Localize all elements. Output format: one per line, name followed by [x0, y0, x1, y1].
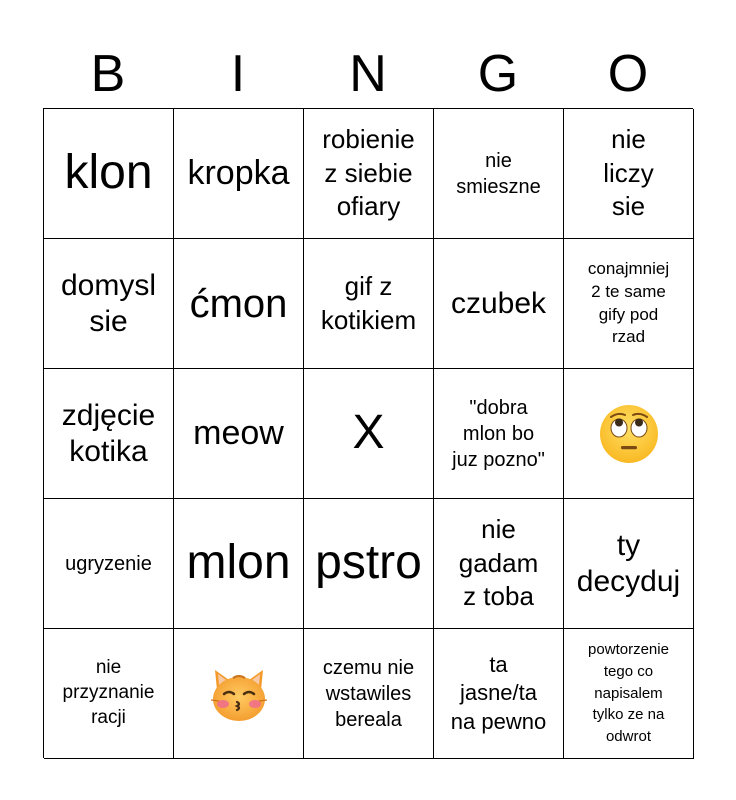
cell-text: ta jasne/ta na pewno — [450, 651, 547, 734]
bingo-cell-r2-c4[interactable] — [564, 369, 694, 499]
bingo-cell-r0-c1[interactable] — [174, 109, 304, 239]
bingo-cell-r1-c1[interactable] — [174, 239, 304, 369]
cell-text: nie gadam z toba — [458, 513, 539, 612]
bingo-cell-r0-c3[interactable] — [434, 109, 564, 239]
cell-text: mlon — [186, 536, 291, 590]
bingo-cell-r3-c1[interactable] — [174, 499, 304, 629]
bingo-cell-r2-c1[interactable] — [174, 369, 304, 499]
cell-text: ty decyduj — [576, 528, 681, 598]
cell-text: klon — [64, 146, 153, 200]
bingo-cell-r1-c0[interactable] — [44, 239, 174, 369]
bingo-cell-r3-c4[interactable] — [564, 499, 694, 629]
header-letter-o: O — [607, 45, 649, 103]
cell-text: nie smieszne — [456, 149, 541, 198]
cell-text: ugryzenie — [65, 552, 152, 575]
bingo-cell-r2-c0[interactable] — [44, 369, 174, 499]
cell-text: ćmon — [189, 281, 288, 326]
cell-text: nie przyznanie racji — [62, 657, 155, 728]
header-letter-b: B — [90, 45, 126, 103]
cell-text: nie liczy sie — [603, 123, 654, 222]
bingo-cell-r4-c4[interactable] — [564, 629, 694, 759]
bingo-cell-r1-c3[interactable] — [434, 239, 564, 369]
bingo-grid — [43, 108, 693, 758]
bingo-cell-r0-c2[interactable] — [304, 109, 434, 239]
bingo-cell-r0-c0[interactable] — [44, 109, 174, 239]
cell-text: gif z kotikiem — [320, 270, 417, 335]
bingo-cell-r3-c3[interactable] — [434, 499, 564, 629]
free-space-text: X — [352, 406, 385, 460]
bingo-cell-r1-c2[interactable] — [304, 239, 434, 369]
cell-text: domysl sie — [60, 268, 157, 338]
bingo-cell-r2-c3[interactable] — [434, 369, 564, 499]
cell-text: kropka — [187, 153, 290, 192]
cell-text: powtorzenie tego co napisalem tylko ze na odwrot — [588, 641, 669, 746]
kissing-cat-icon — [207, 646, 271, 742]
bingo-cell-r0-c4[interactable] — [564, 109, 694, 239]
header-letter-i: I — [230, 45, 246, 103]
bingo-cell-r1-c4[interactable] — [564, 239, 694, 369]
bingo-cell-r4-c1[interactable] — [174, 629, 304, 759]
cell-text: czubek — [450, 286, 547, 320]
cell-text: "dobra mlon bo juz pozno" — [452, 396, 545, 471]
bingo-cell-r3-c0[interactable] — [44, 499, 174, 629]
cell-text: pstro — [315, 536, 422, 590]
cell-text: conajmniej 2 te same gify pod rzad — [587, 258, 670, 347]
cell-text: czemu nie wstawiles bereala — [322, 656, 415, 731]
cell-text: meow — [193, 413, 284, 452]
cell-text: zdjęcie kotika — [61, 398, 156, 468]
bingo-cell-r4-c3[interactable] — [434, 629, 564, 759]
bingo-cell-r4-c0[interactable] — [44, 629, 174, 759]
header-letter-n: N — [349, 45, 387, 103]
header-letter-g: G — [477, 45, 519, 103]
bingo-header — [43, 40, 693, 108]
bingo-cell-r4-c2[interactable] — [304, 629, 434, 759]
cell-text: robienie z siebie ofiary — [322, 123, 415, 222]
bingo-cell-r2-c2[interactable] — [304, 369, 434, 499]
face-with-rolling-eyes-icon — [598, 385, 660, 483]
bingo-cell-r3-c2[interactable] — [304, 499, 434, 629]
